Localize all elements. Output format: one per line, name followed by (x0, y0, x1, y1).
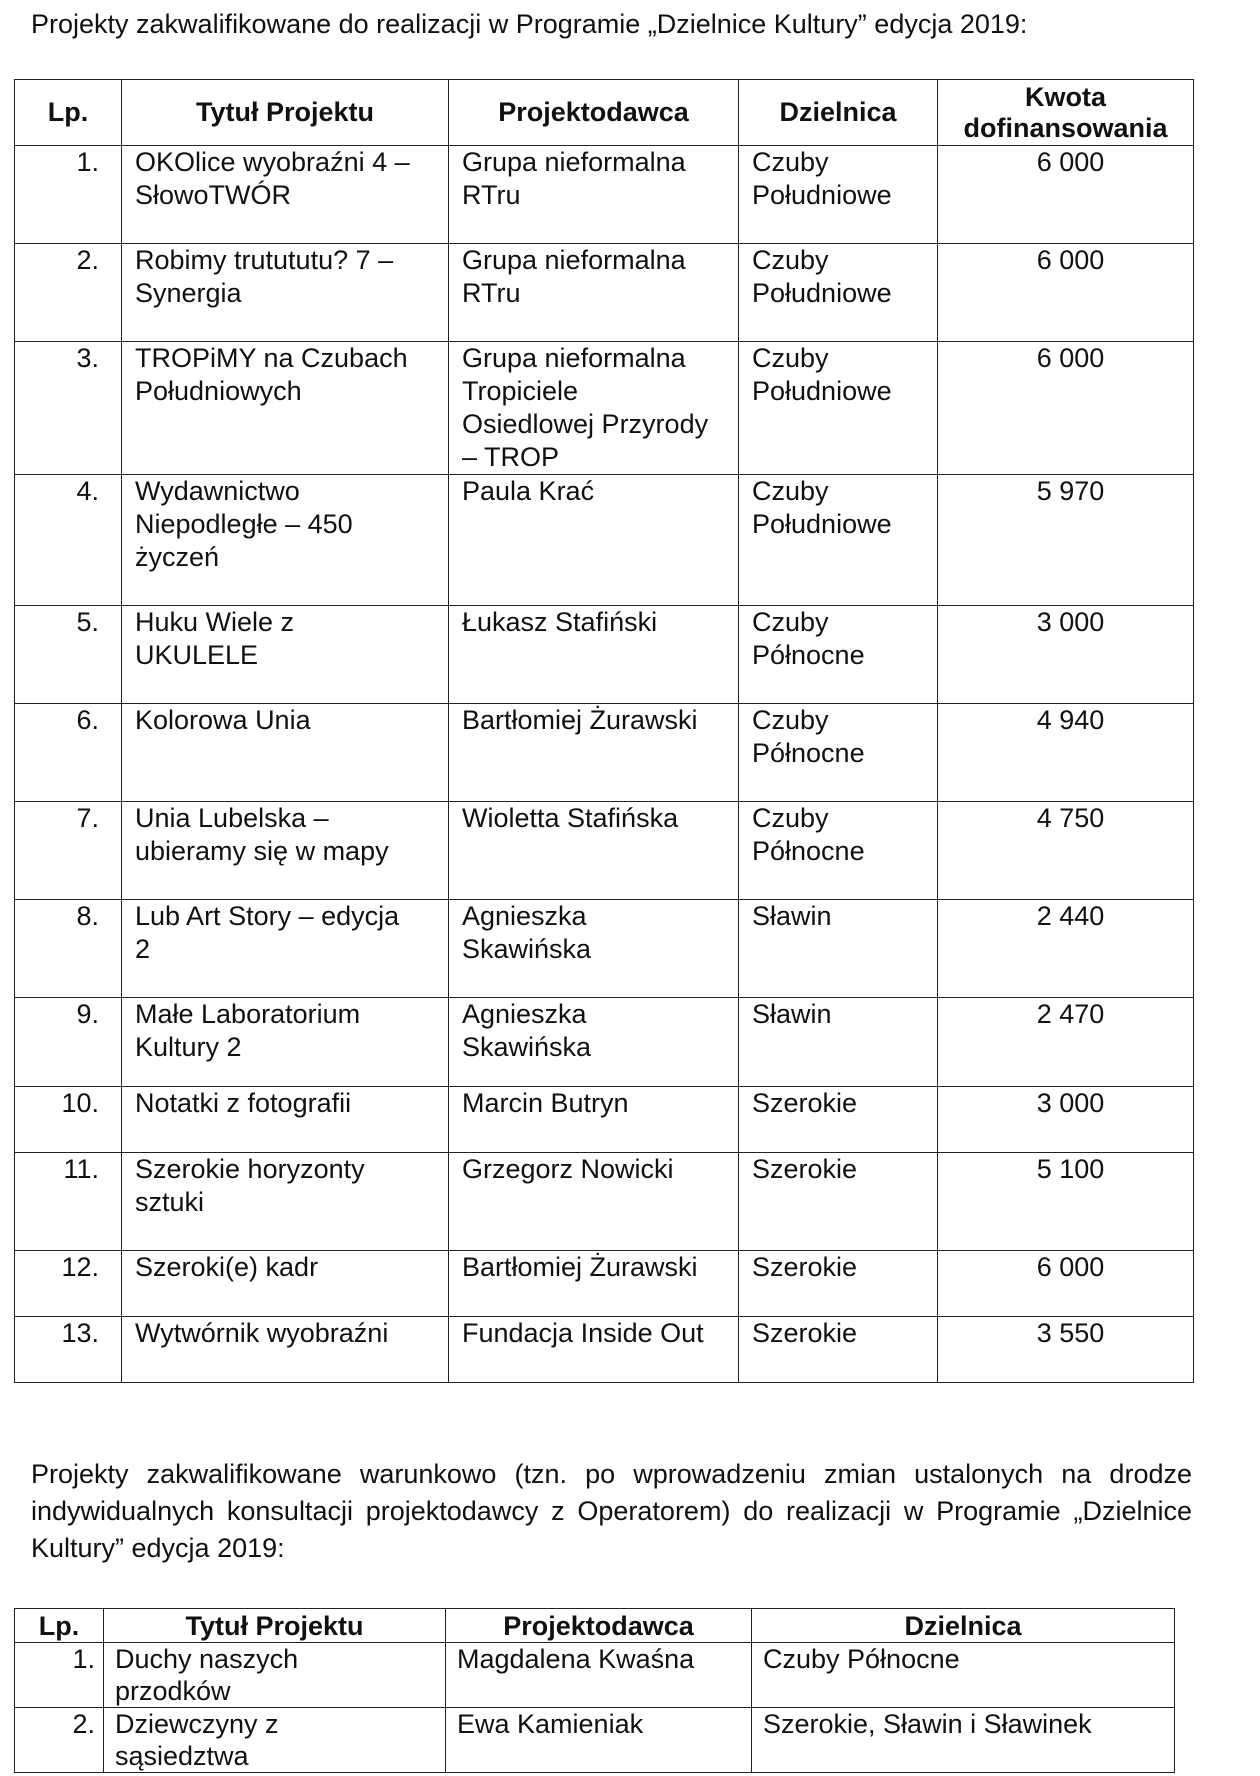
project-applicant-line: Ewa Kamieniak (457, 1709, 644, 1739)
project-district (739, 998, 938, 1087)
project-title (122, 244, 449, 342)
table-row (15, 802, 1194, 900)
project-title (122, 146, 449, 244)
project-applicant (449, 1087, 739, 1153)
table-row (15, 1708, 1175, 1773)
table-row (15, 606, 1194, 704)
project-title-line: SłowoTWÓR (135, 180, 292, 210)
project-title-line: ubieramy się w mapy (135, 836, 389, 866)
row-number: 6. (15, 704, 122, 802)
table-row (15, 1087, 1194, 1153)
funding-amount: 2 470 (938, 998, 1194, 1087)
project-applicant-line: RTru (462, 278, 521, 308)
project-applicant (449, 900, 739, 998)
row-number: 12. (15, 1251, 122, 1317)
table-row (15, 1643, 1175, 1708)
project-district-line: Czuby Północne (763, 1644, 960, 1674)
project-title (122, 802, 449, 900)
header-applicant: Projektodawca (446, 1609, 752, 1643)
project-title-line: Wytwórnik wyobraźni (135, 1318, 389, 1348)
project-title-line: Kolorowa Unia (135, 705, 311, 735)
project-district-line: Szerokie (752, 1318, 858, 1348)
row-number: 10. (15, 1087, 122, 1153)
project-applicant-line: Grzegorz Nowicki (462, 1154, 674, 1184)
header-amount-line2: dofinansowania (963, 112, 1168, 143)
project-district (739, 900, 938, 998)
project-applicant-line: Agnieszka (462, 999, 587, 1029)
table-body (15, 1643, 1175, 1773)
project-title-line: Huku Wiele z (135, 607, 295, 637)
project-district-line: Południowe (752, 376, 892, 406)
header-lp: Lp. (15, 1609, 104, 1643)
project-applicant (449, 146, 739, 244)
project-applicant-line: Grupa nieformalna (462, 147, 686, 177)
project-title (122, 1251, 449, 1317)
funding-amount: 6 000 (938, 146, 1194, 244)
project-district-line: Południowe (752, 509, 892, 539)
project-applicant-line: Paula Krać (462, 476, 595, 506)
project-district-line: Czuby (752, 476, 829, 506)
project-title-line: życzeń (135, 542, 220, 572)
project-title-line: Wydawnictwo (135, 476, 300, 506)
project-title-line: Małe Laboratorium (135, 999, 361, 1029)
project-district (739, 1153, 938, 1251)
funding-amount: 3 550 (938, 1317, 1194, 1383)
project-district-line: Czuby (752, 343, 829, 373)
header-amount (938, 80, 1194, 146)
project-district-line: Południowe (752, 180, 892, 210)
project-applicant-line: Bartłomiej Żurawski (462, 1252, 698, 1282)
funding-amount: 4 940 (938, 704, 1194, 802)
project-title-line: Szeroki(e) kadr (135, 1252, 319, 1282)
project-applicant-line: Osiedlowej Przyrody (462, 409, 709, 439)
project-district (752, 1643, 1175, 1708)
project-title-line: Kultury 2 (135, 1032, 242, 1062)
project-applicant-line: – TROP (462, 442, 560, 472)
project-district-line: Południowe (752, 278, 892, 308)
project-applicant (449, 1153, 739, 1251)
project-applicant (446, 1643, 752, 1708)
project-title-line: TROPiMY na Czubach (135, 343, 408, 373)
funding-amount: 6 000 (938, 244, 1194, 342)
funding-amount: 3 000 (938, 1087, 1194, 1153)
project-title (122, 704, 449, 802)
header-title: Tytuł Projektu (104, 1609, 446, 1643)
project-applicant-line: Magdalena Kwaśna (457, 1644, 695, 1674)
row-number: 3. (15, 342, 122, 475)
project-district-line: Szerokie (752, 1154, 858, 1184)
project-applicant (449, 244, 739, 342)
table-body (15, 146, 1194, 1383)
project-title (122, 342, 449, 475)
project-title-line: przodków (115, 1676, 231, 1706)
table-row (15, 244, 1194, 342)
row-number: 2. (15, 1708, 104, 1773)
project-applicant-line: Grupa nieformalna (462, 245, 686, 275)
row-number: 9. (15, 998, 122, 1087)
project-district-line: Północne (752, 738, 865, 768)
project-district (739, 146, 938, 244)
project-title-line: Szerokie horyzonty (135, 1154, 365, 1184)
conditional-projects-table (14, 1608, 1175, 1773)
project-applicant-line: Marcin Butryn (462, 1088, 629, 1118)
project-title-line: Dziewczyny z (115, 1709, 279, 1739)
project-title-line: UKULELE (135, 640, 259, 670)
header-lp: Lp. (15, 80, 122, 146)
project-title (122, 1317, 449, 1383)
table-row (15, 900, 1194, 998)
table-row (15, 475, 1194, 606)
project-applicant-line: Grupa nieformalna (462, 343, 686, 373)
table-row (15, 998, 1194, 1087)
row-number: 1. (15, 146, 122, 244)
row-number: 11. (15, 1153, 122, 1251)
project-district-line: Czuby (752, 607, 829, 637)
project-district (739, 704, 938, 802)
project-title-line: Lub Art Story – edycja (135, 901, 400, 931)
project-district (739, 606, 938, 704)
project-title-line: Notatki z fotografii (135, 1088, 352, 1118)
project-applicant (449, 1251, 739, 1317)
project-title-line: Niepodległe – 450 (135, 509, 353, 539)
project-district-line: Szerokie (752, 1088, 858, 1118)
row-number: 13. (15, 1317, 122, 1383)
project-applicant (449, 998, 739, 1087)
row-number: 5. (15, 606, 122, 704)
project-district-line: Północne (752, 640, 865, 670)
project-district-line: Czuby (752, 245, 829, 275)
project-applicant-line: Łukasz Stafiński (462, 607, 658, 637)
project-applicant (449, 704, 739, 802)
table-header-row (15, 1609, 1175, 1643)
header-amount-line1: Kwota (1025, 81, 1106, 112)
project-title-line: Synergia (135, 278, 242, 308)
row-number: 4. (15, 475, 122, 606)
qualified-projects-table (14, 79, 1194, 1383)
project-title-line: sąsiedztwa (115, 1741, 249, 1771)
project-district-line: Szerokie (752, 1252, 858, 1282)
funding-amount: 3 000 (938, 606, 1194, 704)
project-applicant-line: Tropiciele (462, 376, 579, 406)
project-district-line: Czuby (752, 803, 829, 833)
project-district (739, 1251, 938, 1317)
project-applicant-line: Skawińska (462, 1032, 592, 1062)
project-applicant (449, 475, 739, 606)
section2-paragraph: Projekty zakwalifikowane warunkowo (tzn. po wprowadzeniu zmian ustalonych na drodze indywidualnych konsultacji projektodawcy z Operatorem) do realizacji w Programie „Dzielnice Kultury” edycja 2019: (31, 1459, 1192, 1563)
project-district (739, 244, 938, 342)
project-title (122, 606, 449, 704)
project-applicant-line: Wioletta Stafińska (462, 803, 679, 833)
project-applicant-line: Bartłomiej Żurawski (462, 705, 698, 735)
funding-amount: 4 750 (938, 802, 1194, 900)
header-district: Dzielnica (752, 1609, 1175, 1643)
row-number: 8. (15, 900, 122, 998)
header-title: Tytuł Projektu (122, 80, 449, 146)
table-row (15, 146, 1194, 244)
project-title-line: Południowych (135, 376, 302, 406)
project-title (122, 1087, 449, 1153)
project-title-line: OKOlice wyobraźni 4 – (135, 147, 410, 177)
funding-amount: 2 440 (938, 900, 1194, 998)
project-title (122, 998, 449, 1087)
project-title (122, 900, 449, 998)
project-applicant-line: RTru (462, 180, 521, 210)
table-row (15, 342, 1194, 475)
project-title-line: sztuki (135, 1187, 205, 1217)
project-district (752, 1708, 1175, 1773)
project-title (104, 1643, 446, 1708)
project-title-line: 2 (135, 934, 151, 964)
project-title (104, 1708, 446, 1773)
project-title (122, 1153, 449, 1251)
project-applicant-line: Fundacja Inside Out (462, 1318, 704, 1348)
project-district-line: Sławin (752, 999, 832, 1029)
table-row (15, 1153, 1194, 1251)
project-applicant (449, 606, 739, 704)
funding-amount: 6 000 (938, 342, 1194, 475)
project-applicant-line: Skawińska (462, 934, 592, 964)
project-applicant (446, 1708, 752, 1773)
header-applicant: Projektodawca (449, 80, 739, 146)
section1-heading: Projekty zakwalifikowane do realizacji w Programie „Dzielnice Kultury” edycja 2019: (31, 9, 1028, 39)
table-row (15, 1317, 1194, 1383)
table-row (15, 704, 1194, 802)
project-title (122, 475, 449, 606)
project-applicant (449, 802, 739, 900)
row-number: 2. (15, 244, 122, 342)
project-district (739, 342, 938, 475)
table-header-row (15, 80, 1194, 146)
project-district (739, 475, 938, 606)
project-title-line: Robimy trutututu? 7 – (135, 245, 394, 275)
project-district (739, 802, 938, 900)
row-number: 1. (15, 1643, 104, 1708)
table-row (15, 1251, 1194, 1317)
project-district-line: Czuby (752, 147, 829, 177)
project-district-line: Północne (752, 836, 865, 866)
funding-amount: 5 970 (938, 475, 1194, 606)
funding-amount: 5 100 (938, 1153, 1194, 1251)
project-title-line: Duchy naszych (115, 1644, 299, 1674)
project-district (739, 1317, 938, 1383)
funding-amount: 6 000 (938, 1251, 1194, 1317)
project-applicant (449, 1317, 739, 1383)
project-district-line: Szerokie, Sławin i Sławinek (763, 1709, 1092, 1739)
project-district-line: Sławin (752, 901, 832, 931)
row-number: 7. (15, 802, 122, 900)
project-title-line: Unia Lubelska – (135, 803, 329, 833)
header-district: Dzielnica (739, 80, 938, 146)
project-district (739, 1087, 938, 1153)
project-applicant (449, 342, 739, 475)
project-applicant-line: Agnieszka (462, 901, 587, 931)
project-district-line: Czuby (752, 705, 829, 735)
